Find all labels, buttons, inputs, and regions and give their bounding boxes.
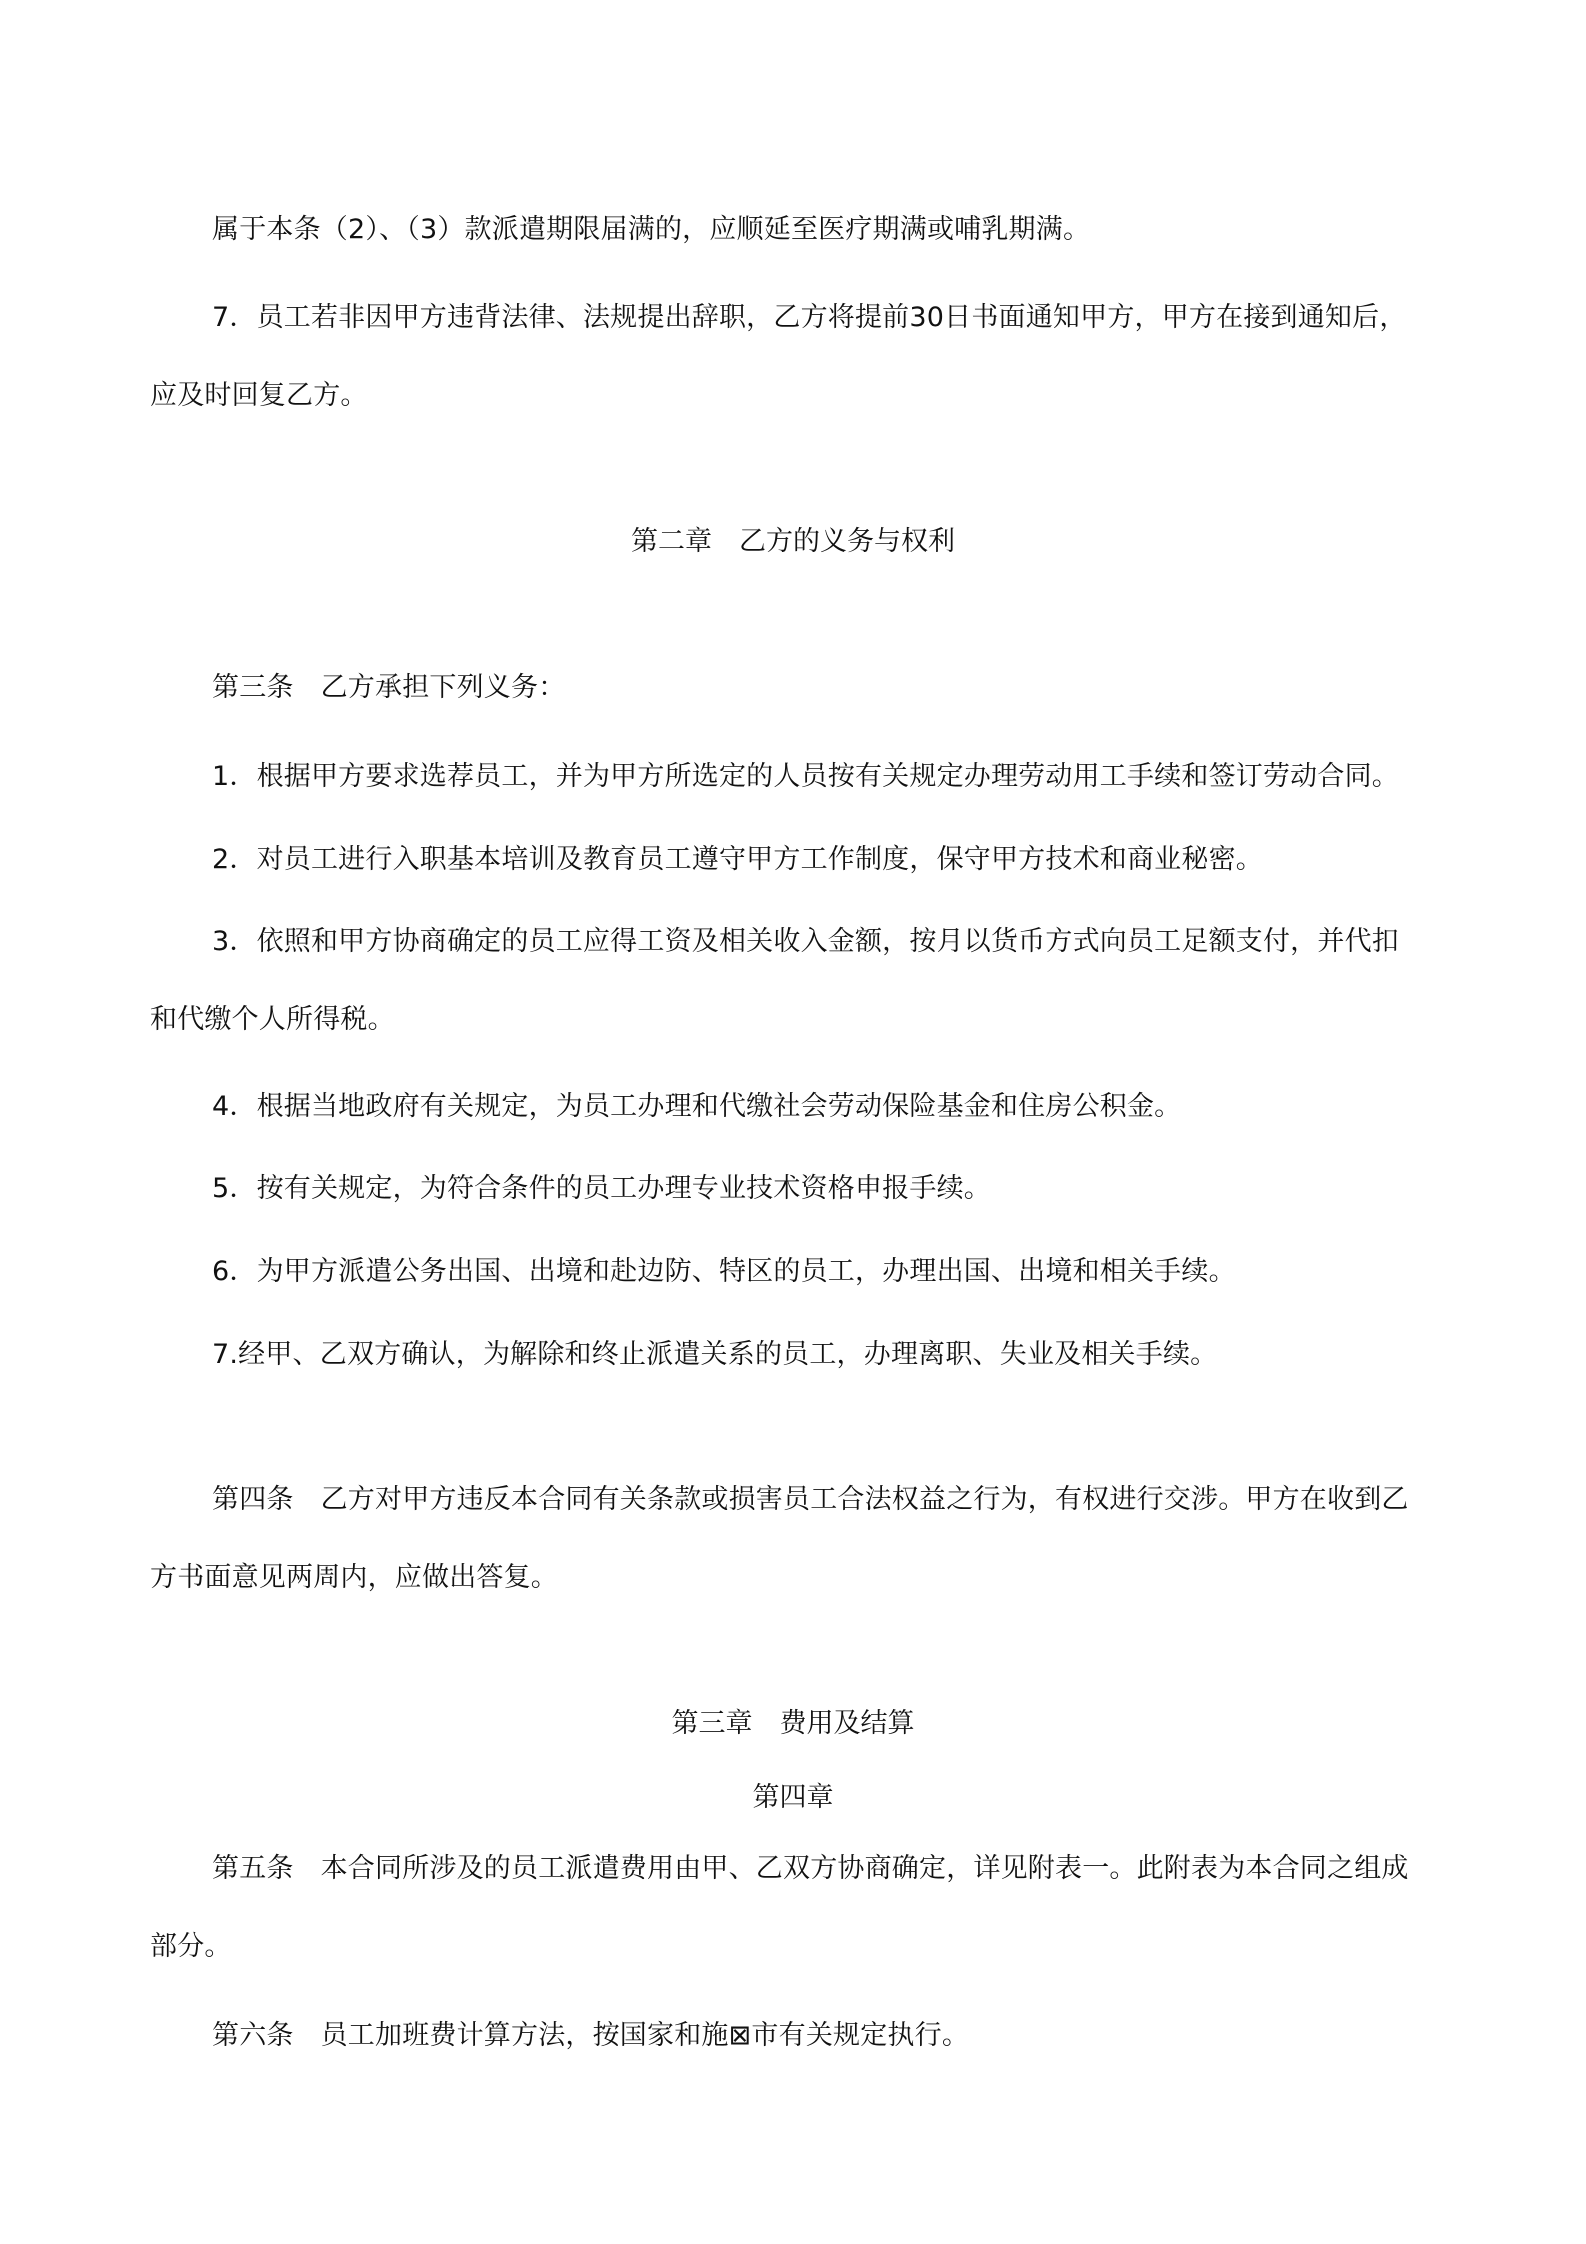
article-4-line-1 — [212, 1480, 1409, 1520]
article-6-line — [212, 2016, 969, 2056]
article-5-text: 本合同所涉及的员工派遣费用由甲、乙双方协商确定，详见附表一。此附表为本合同之组成 — [320, 1853, 1409, 1884]
article-4-text: 乙方对甲方违反本合同有关条款或损害员工合法权益之行为，有权进行交涉。甲方在收到乙 — [320, 1484, 1409, 1515]
article-4-label: 第四条 — [212, 1484, 294, 1515]
chapter-2-title: 乙方的义务与权利 — [739, 526, 955, 557]
article-3-title: 乙方承担下列义务： — [320, 672, 566, 703]
paragraph-extension-clause: 属于本条（2）、（3）款派遣期限届满的，应顺延至医疗期满或哺乳期满。 — [212, 214, 1091, 245]
chapter-2-number: 第二章 — [631, 526, 712, 557]
chapter-4-label: 第四章 — [752, 1782, 834, 1813]
chapter-3-title: 费用及结算 — [779, 1708, 915, 1739]
article-3-item-5: 5．按有关规定，为符合条件的员工办理专业技术资格申报手续。 — [212, 1173, 991, 1204]
article-3-heading — [212, 668, 565, 708]
article-3-item-1: 1．根据甲方要求选荐员工，并为甲方所选定的人员按有关规定办理劳动用工手续和签订劳动合同。 — [212, 761, 1399, 792]
article-3-item-6: 6．为甲方派遣公务出国、出境和赴边防、特区的员工，办理出国、出境和相关手续。 — [212, 1256, 1236, 1287]
article-3-item-2: 2．对员工进行入职基本培训及教育员工遵守甲方工作制度，保守甲方技术和商业秘密。 — [212, 844, 1263, 875]
paragraph-item-7-line-2: 应及时回复乙方。 — [150, 380, 368, 411]
chapter-2-heading — [0, 522, 1586, 562]
article-4-line-2: 方书面意见两周内，应做出答复。 — [150, 1562, 558, 1593]
chapter-3-number: 第三章 — [671, 1708, 753, 1739]
article-6-text: 员工加班费计算方法，按国家和施⊠市有关规定执行。 — [320, 2020, 970, 2051]
article-3-item-7: 7.经甲、乙双方确认，为解除和终止派遣关系的员工，办理离职、失业及相关手续。 — [212, 1339, 1218, 1370]
article-3-item-4: 4．根据当地政府有关规定，为员工办理和代缴社会劳动保险基金和住房公积金。 — [212, 1091, 1182, 1122]
article-3-item-3-line-2: 和代缴个人所得税。 — [150, 1004, 395, 1035]
article-5-label: 第五条 — [212, 1853, 294, 1884]
paragraph-item-7-line-1: 7．员工若非因甲方违背法律、法规提出辞职，乙方将提前30日书面通知甲方，甲方在接到通知后， — [212, 302, 1407, 333]
article-5-line-2: 部分。 — [150, 1931, 232, 1962]
chapter-3-heading — [0, 1704, 1586, 1744]
article-5-line-1 — [212, 1849, 1409, 1889]
article-3-item-3-line-1: 3．依照和甲方协商确定的员工应得工资及相关收入金额，按月以货币方式向员工足额支付，并代扣 — [212, 926, 1399, 957]
article-3-label: 第三条 — [212, 672, 294, 703]
article-6-label: 第六条 — [212, 2020, 294, 2051]
